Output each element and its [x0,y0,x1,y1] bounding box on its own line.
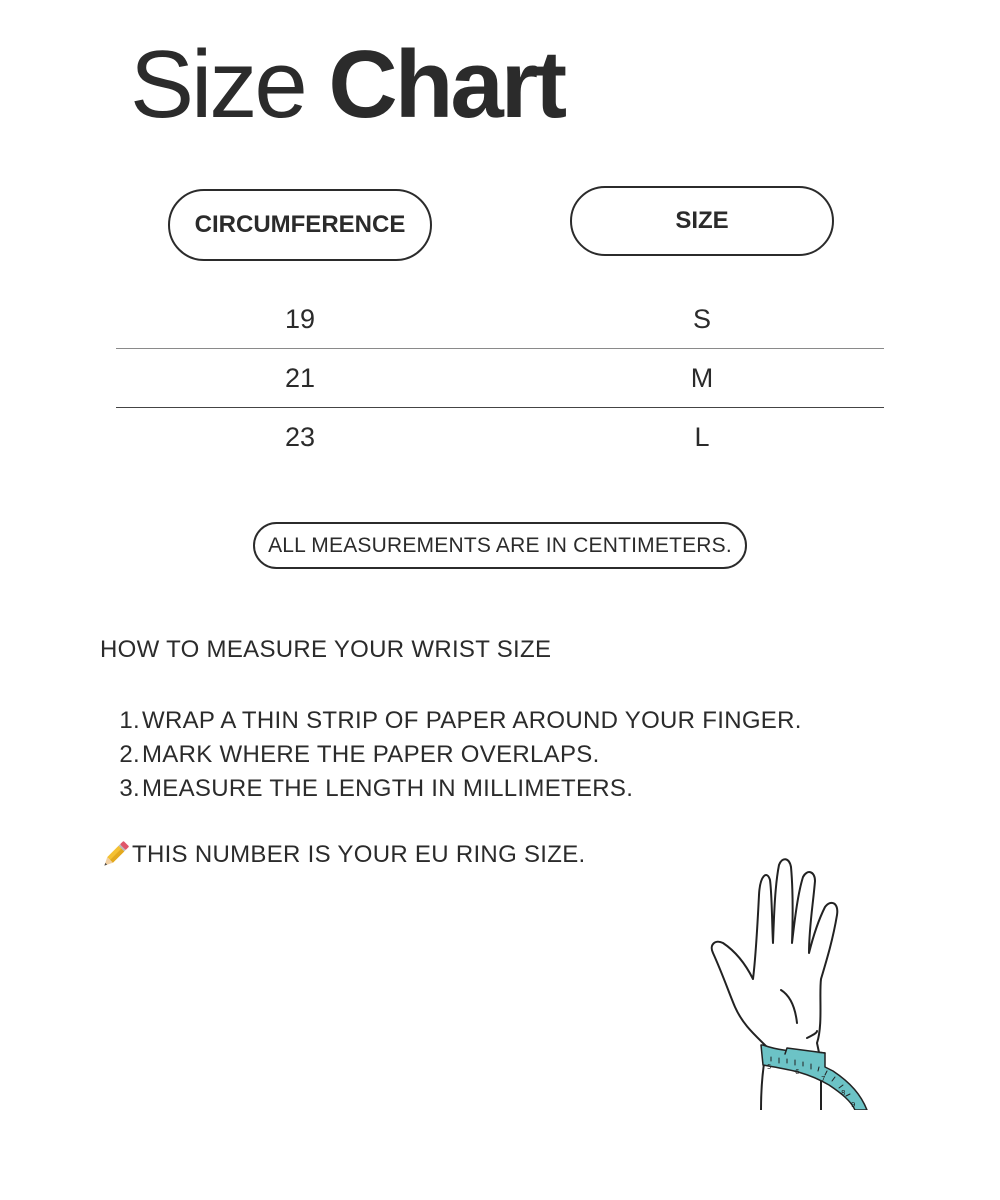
table-row [116,407,884,466]
column-header-size: SIZE [570,186,834,256]
step-text: MARK WHERE THE PAPER OVERLAPS. [142,741,600,768]
list-item [100,738,802,772]
svg-text:7: 7 [821,1075,826,1083]
step-number: 2. [119,741,140,768]
column-header-circumference: CIRCUMFERENCE [168,189,432,261]
table-row [116,348,884,407]
hand-with-measuring-tape-icon [705,855,870,1110]
page-title [130,30,564,140]
list-item [100,704,802,738]
step-text: WRAP A THIN STRIP OF PAPER AROUND YOUR FINGER. [142,707,802,734]
svg-text:5: 5 [767,1063,772,1071]
svg-text:9: 9 [851,1101,856,1109]
step-number: 1. [119,707,140,734]
svg-text:8: 8 [841,1089,846,1097]
units-note: ALL MEASUREMENTS ARE IN CENTIMETERS. [253,522,747,569]
table-row [116,290,884,348]
instructions-list [100,704,802,806]
circumference-cell: 19 [284,303,316,334]
title-light: Size [130,31,305,138]
list-item [100,772,802,806]
pencil-icon [100,840,130,870]
size-cell: L [694,421,710,452]
circumference-cell: 23 [284,421,316,452]
instructions-heading: HOW TO MEASURE YOUR WRIST SIZE [100,636,552,663]
step-number: 3. [119,775,140,802]
tip-text: THIS NUMBER IS YOUR EU RING SIZE. [132,841,586,868]
step-text: MEASURE THE LENGTH IN MILLIMETERS. [142,775,634,802]
size-cell: S [692,303,711,334]
size-cell: M [690,362,714,393]
size-table [116,290,884,466]
title-bold: Chart [328,31,565,138]
circumference-cell: 21 [284,362,316,393]
svg-text:6: 6 [795,1068,800,1076]
tip-line [100,840,586,870]
